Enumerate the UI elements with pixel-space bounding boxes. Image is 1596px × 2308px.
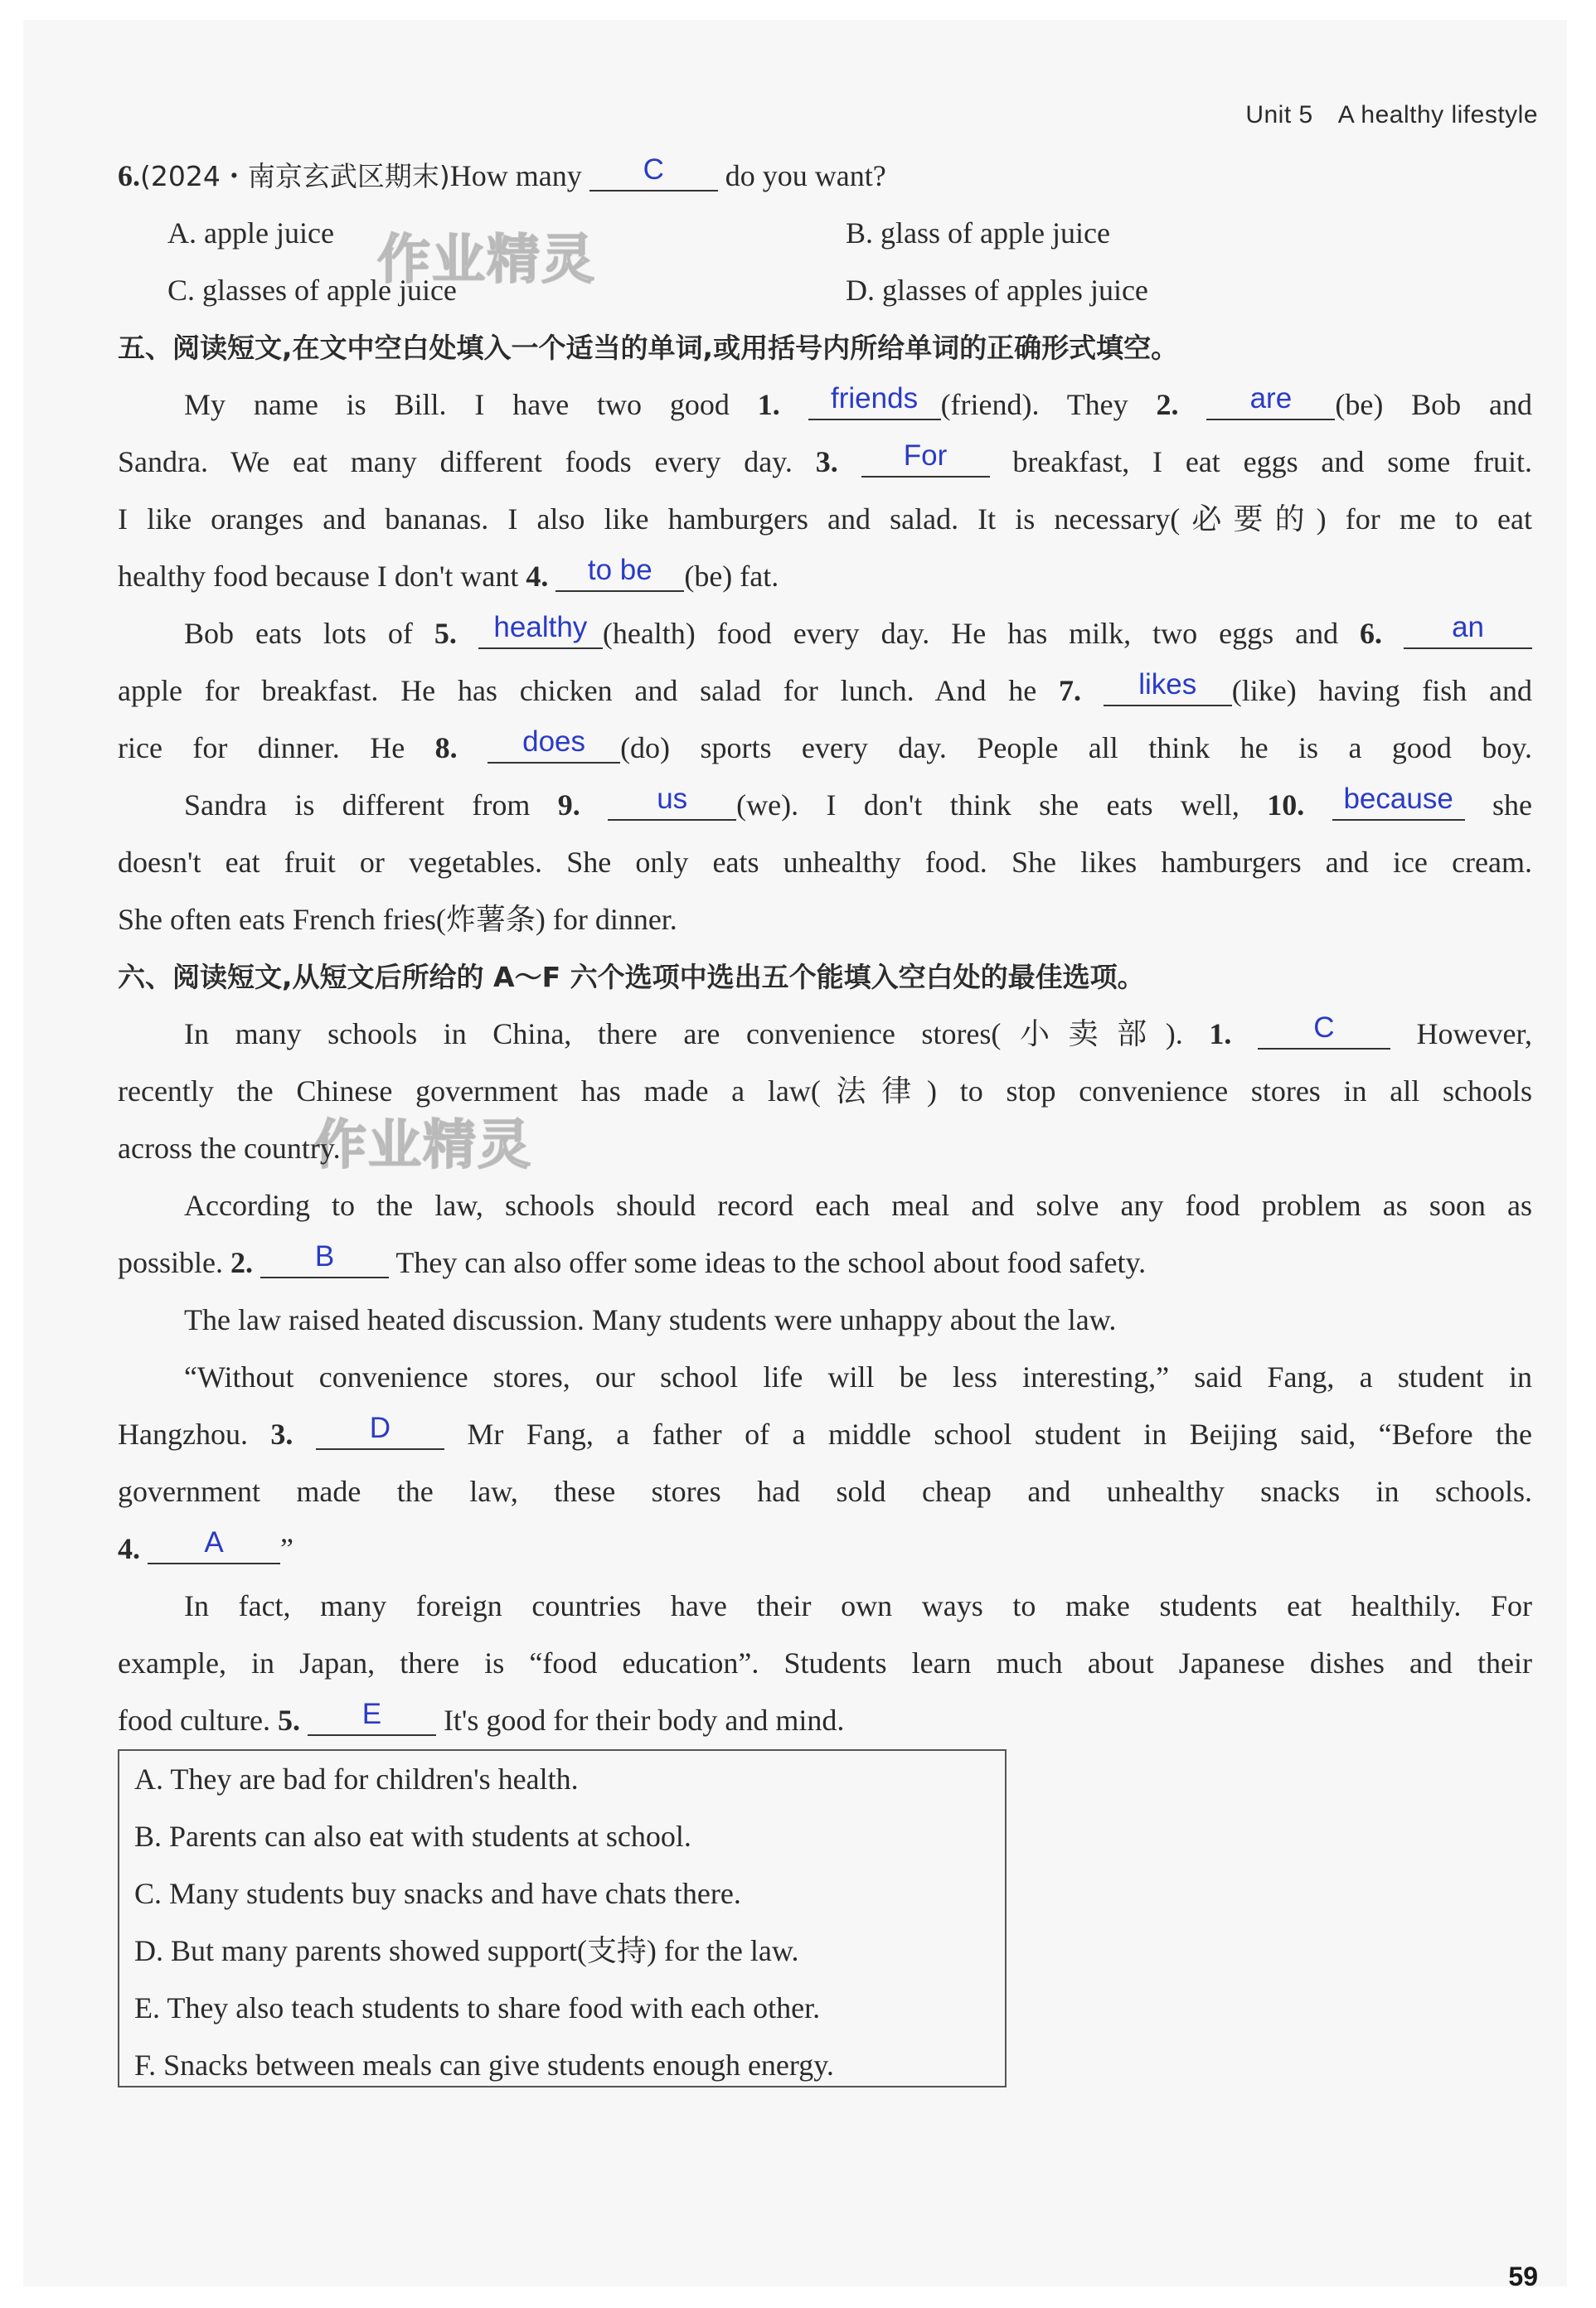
s5-blank-2[interactable]: are — [1206, 382, 1335, 420]
s5-line: Sandra. We eat many different foods every day. 3. For breakfast, I eat eggs and some fruit. — [118, 439, 1532, 478]
s5-blank-1[interactable]: friends — [808, 382, 941, 420]
q6-option-a: A. apple juice — [167, 216, 334, 250]
s5-blank-7[interactable]: likes — [1104, 668, 1232, 706]
watermark: 作业精灵 — [377, 230, 596, 291]
s6-blank-4[interactable]: A — [148, 1526, 280, 1564]
unit-title: A healthy lifestyle — [1337, 101, 1538, 128]
s6-options-box — [118, 1749, 1007, 2087]
s6-line: example, in Japan, there is “food education”. Students learn much about Japanese dishes and their — [118, 1646, 1532, 1680]
s6-blank-5[interactable]: E — [308, 1698, 436, 1736]
s6-line: government made the law, these stores had sold cheap and unhealthy snacks in schools. — [118, 1475, 1532, 1508]
q6-options-row2 — [118, 262, 1532, 319]
page-header — [1245, 101, 1538, 129]
q6-options-row1 — [118, 205, 1532, 262]
s5-blank-8[interactable]: does — [488, 725, 620, 764]
s6-option: A. They are bad for children's health. — [134, 1763, 579, 1796]
worksheet-content — [118, 148, 1532, 1749]
s6-line: Hangzhou. 3. D Mr Fang, a father of a middle school student in Beijing said, “Before the — [118, 1412, 1533, 1451]
q6-option-c: C. glasses of apple juice — [167, 274, 457, 307]
s5-line: She often eats French fries(炸薯条) for dinner. — [118, 903, 677, 936]
q6-answer-blank[interactable]: C — [589, 153, 718, 192]
unit-label: Unit 5 — [1245, 101, 1313, 128]
s6-line: “Without convenience stores, our school life will be less interesting,” said Fang, a student in — [184, 1360, 1532, 1394]
s5-line: Bob eats lots of 5. healthy (health) food every day. He has milk, two eggs and 6. an — [118, 605, 1532, 662]
s5-line: I like oranges and bananas. I also like hamburgers and salad. It is necessary(必要的) for me to eat — [118, 502, 1532, 536]
s5-blank-3[interactable]: For — [861, 439, 990, 478]
q6-option-b: B. glass of apple juice — [846, 216, 1110, 250]
s5-line: My name is Bill. I have two good 1. friends (friend). They 2. are (be) Bob and — [184, 382, 1533, 421]
s5-line: healthy food because I don't want 4. to be (be) fat. — [118, 554, 779, 593]
s5-blank-4[interactable]: to be — [555, 554, 684, 592]
q6-stem: 6.(2024・南京玄武区期末)How many C do you want? — [118, 153, 886, 192]
s6-line: recently the Chinese government has made a law(法律) to stop convenience stores in all schools — [118, 1074, 1532, 1108]
s5-blank-5[interactable]: healthy — [478, 611, 603, 649]
s5-line: apple for breakfast. He has chicken and salad for lunch. And he 7. likes (like) having fish and — [118, 668, 1533, 707]
s6-line: In fact, many foreign countries have their own ways to make students eat healthily. For — [184, 1589, 1532, 1622]
s6-option: B. Parents can also eat with students at school. — [134, 1820, 691, 1853]
s5-line: rice for dinner. He 8. does (do) sports every day. People all think he is a good boy. — [118, 725, 1533, 764]
page-number: 59 — [1508, 2262, 1538, 2291]
s6-line: The law raised heated discussion. Many students were unhappy about the law. — [184, 1303, 1117, 1336]
s6-option: C. Many students buy snacks and have chats there. — [134, 1877, 741, 1910]
s6-line: across the country. — [118, 1132, 341, 1165]
s5-blank-6[interactable]: an — [1404, 611, 1532, 649]
s6-option: D. But many parents showed support(支持) for the law. — [134, 1934, 799, 1967]
s6-line: 4. A ” — [118, 1526, 293, 1565]
s6-line: possible. 2. B They can also offer some ideas to the school about food safety. — [118, 1240, 1147, 1279]
s6-option: F. Snacks between meals can give students enough energy. — [134, 2049, 834, 2082]
s6-blank-2[interactable]: B — [260, 1240, 389, 1278]
s6-option: E. They also teach students to share food with each other. — [134, 1991, 821, 2024]
s6-blank-1[interactable]: C — [1258, 1011, 1390, 1050]
section6-title: 六、阅读短文,从短文后所给的 A～F 六个选项中选出五个能填入空白处的最佳选项。 — [118, 961, 1145, 993]
q6-option-d: D. glasses of apples juice — [846, 274, 1148, 307]
s6-line: In many schools in China, there are convenience stores(小卖部). 1. C However, — [184, 1011, 1533, 1050]
s5-blank-10[interactable]: because — [1332, 783, 1465, 821]
s6-line: According to the law, schools should record each meal and solve any food problem as soon as — [184, 1189, 1532, 1222]
section5-title: 五、阅读短文,在文中空白处填入一个适当的单词,或用括号内所给单词的正确形式填空。 — [118, 332, 1179, 364]
s6-line: food culture. 5. E It's good for their body and mind. — [118, 1698, 845, 1737]
watermark: 作业精灵 — [313, 1115, 532, 1176]
s6-blank-3[interactable]: D — [316, 1412, 444, 1450]
s5-blank-9[interactable]: us — [608, 783, 736, 821]
s5-line: Sandra is different from 9. us (we). I don't think she eats well, 10. because she — [184, 783, 1533, 822]
s5-line: doesn't eat fruit or vegetables. She only eats unhealthy food. She likes hamburgers and ice cream. — [118, 846, 1532, 879]
